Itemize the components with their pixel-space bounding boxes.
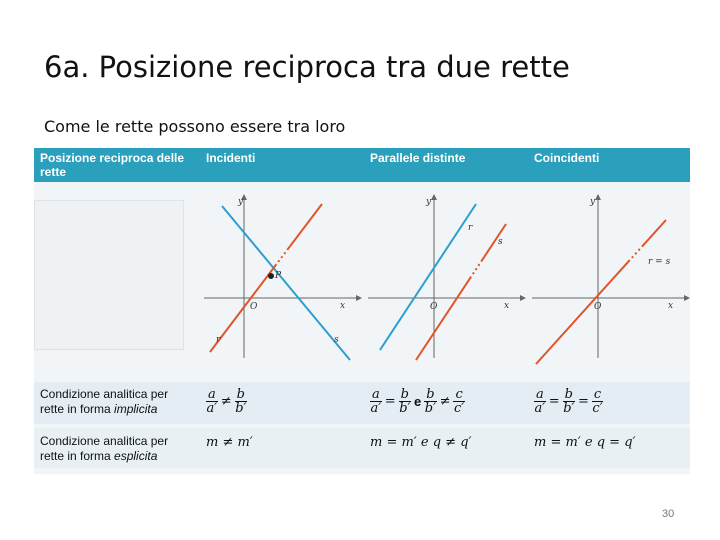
- formula-esplicita-incidenti: m ≠ m′: [206, 435, 253, 450]
- line-r: [416, 224, 506, 360]
- label-line-2: rette in forma: [40, 449, 115, 463]
- slide-title: 6a. Posizione reciproca tra due rette: [44, 50, 570, 84]
- formula-implicita-incidenti: $\frac{a}{a'}$ ≠ $\frac{b}{b'}$: [206, 387, 247, 416]
- y-axis-label: y: [590, 197, 596, 207]
- label-form-implicita: implicita: [114, 402, 158, 416]
- x-axis-label: x: [340, 301, 346, 311]
- formula-implicita-parallele: $\frac{a}{a'}$ = $\frac{b}{b'}$ e $\frac{b}{b'}$ ≠ $\frac{c}{c'}$: [370, 387, 465, 416]
- label-line-1: Condizione analitica per: [40, 434, 169, 448]
- line-s-label: s: [334, 335, 339, 345]
- y-axis-arrow: [595, 194, 601, 200]
- line-r-label: s: [498, 237, 503, 247]
- point-p: [268, 273, 274, 279]
- x-axis-arrow: [520, 295, 526, 301]
- header-incidenti: Incidenti: [206, 151, 256, 165]
- row-implicita-label: [40, 387, 168, 417]
- formula-esplicita-parallele: m = m′ e q ≠ q′: [370, 435, 472, 450]
- origin-label: O: [250, 302, 258, 312]
- x-axis-label: x: [668, 301, 674, 311]
- graph-parallele: [364, 192, 524, 362]
- header-coincidenti: Coincidenti: [534, 151, 600, 165]
- line-s: [380, 204, 476, 350]
- header-parallele: Parallele distinte: [370, 151, 466, 165]
- table-header: [34, 148, 690, 182]
- line-r-s: [536, 220, 666, 364]
- faded-description-block: [34, 200, 184, 350]
- header-position: Posizione reciproca delle rette: [40, 151, 185, 179]
- x-axis-arrow: [684, 295, 690, 301]
- label-line-1: Condizione analitica per: [40, 387, 169, 401]
- label-form-esplicita: esplicita: [114, 449, 158, 463]
- y-axis-arrow: [431, 194, 437, 200]
- x-axis-arrow: [356, 295, 362, 301]
- row-esplicita: [34, 428, 690, 468]
- origin-label: O: [594, 302, 602, 312]
- formula-implicita-coincidenti: $\frac{a}{a'}$ = $\frac{b}{b'}$ = $\frac{c}{c'}$: [534, 387, 603, 416]
- lines-position-table: [34, 148, 690, 474]
- line-r-label: r: [216, 335, 221, 345]
- line-s-label: r: [468, 223, 473, 233]
- line-s: [222, 206, 350, 360]
- formula-esplicita-coincidenti: m = m′ e q = q′: [534, 435, 636, 450]
- x-axis-label: x: [504, 301, 510, 311]
- y-axis-label: y: [426, 197, 432, 207]
- row-implicita: [34, 382, 690, 424]
- line-r: [210, 204, 322, 352]
- label-line-2: rette in forma: [40, 402, 115, 416]
- point-p-label: P: [275, 271, 282, 281]
- row-esplicita-label: [40, 434, 168, 464]
- graph-coincidenti: [528, 192, 688, 362]
- slide-subtitle: Come le rette possono essere tra loro: [44, 117, 346, 136]
- y-axis-label: y: [238, 197, 244, 207]
- origin-label: O: [430, 302, 438, 312]
- graph-incidenti: [200, 192, 360, 362]
- line-rs-label: r = s: [648, 257, 671, 267]
- page-number: 30: [662, 508, 675, 520]
